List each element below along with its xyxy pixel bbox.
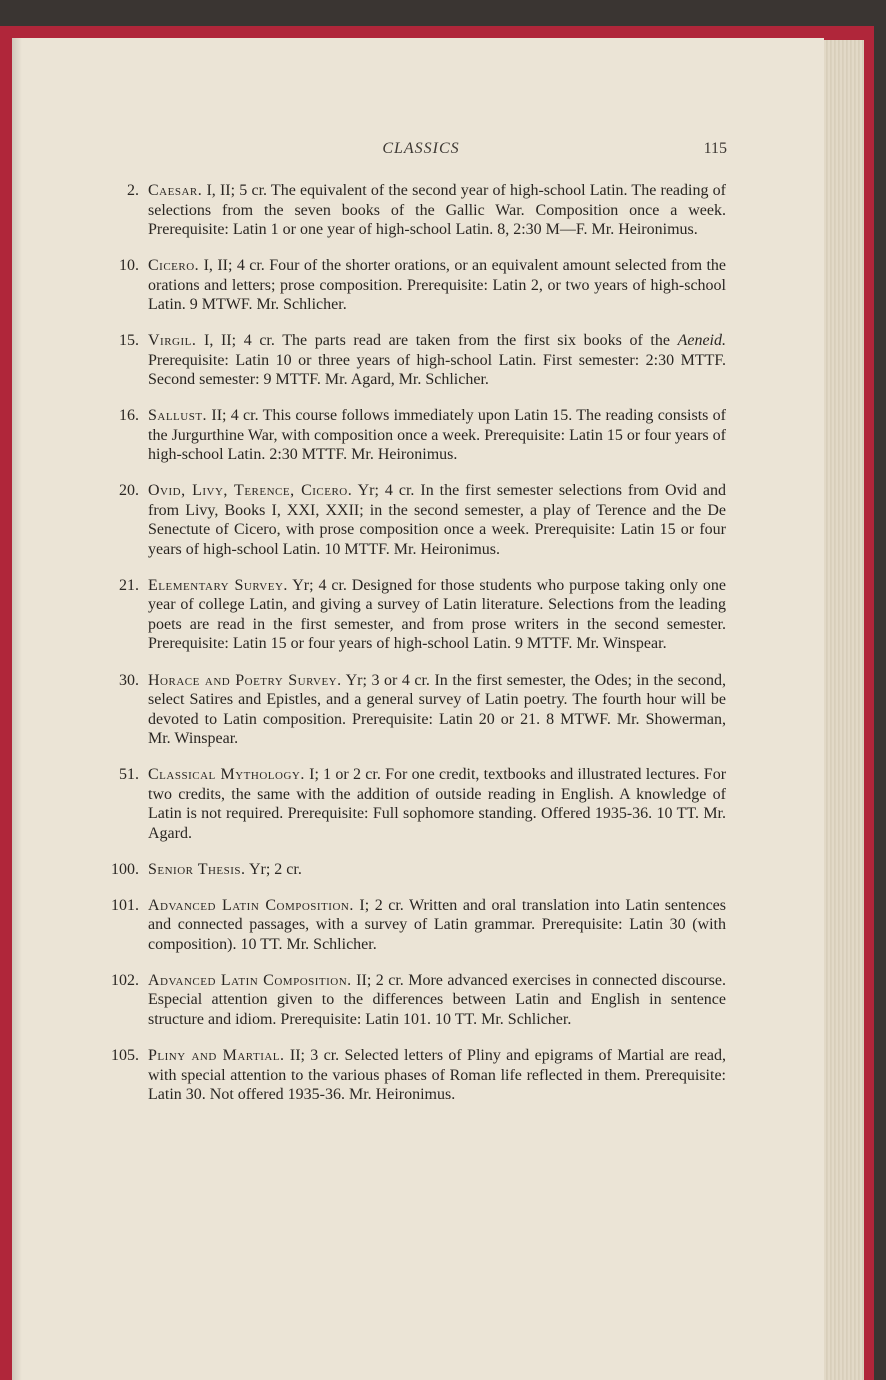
course-title: Ovid, Livy, Terence, Cicero.: [148, 482, 353, 500]
course-text: I; 1 or 2 cr. For one credit, textbooks and illustrated lectures. For two credits, the same with the addition of outside reading in English. A knowledge of Latin is not required. Prerequisite: Full sophomore standing. Offered 1935-36. 10 TT. Mr. Agard.: [148, 766, 727, 842]
course-description: [148, 860, 726, 880]
course-title: Advanced Latin Composition.: [148, 971, 352, 989]
course-entry: [100, 1046, 726, 1105]
course-description: [148, 1046, 726, 1105]
course-title: Elementary Survey.: [148, 576, 288, 594]
course-description: [148, 181, 726, 240]
course-title: Horace and Poetry Survey.: [148, 671, 342, 689]
course-entry: [100, 481, 726, 559]
course-text: I, II; 4 cr. Four of the shorter orations, or an equivalent amount selected from the orations and letters; prose composition. Prerequisite: Latin 2, or two years of high-school Latin. 9 MTWF. Mr. Schlicher.: [148, 257, 727, 314]
course-text: II; 3 cr. Selected letters of Pliny and epigrams of Martial are read, with special attention to the various phases of Roman life reflected in them. Prerequisite: Latin 30. Not offered 1935-36. Mr. Heironimus.: [148, 1047, 727, 1104]
course-text-continued: Prerequisite: Latin 10 or three years of high-school Latin. First semester: 2:30 MTTF. Second semester: 9 MTTF. Mr. Agard, Mr. Schlicher.: [148, 351, 726, 389]
course-text: Yr; 2 cr.: [248, 860, 302, 878]
course-number: 101.: [111, 896, 139, 914]
course-number: 100.: [111, 860, 139, 878]
course-title: Caesar.: [148, 182, 203, 199]
course-number: 16.: [119, 407, 139, 425]
course-entry: [100, 256, 726, 315]
course-text: I, II; 5 cr. The equivalent of the second year of high-school Latin. The reading of selections from the seven books of the Gallic War. Composition once a week. Prerequisite: Latin 1 or one year of high-school Latin. 8, 2:30 M—F. Mr. Heironimus.: [148, 182, 726, 238]
course-number: 30.: [119, 671, 139, 689]
course-description: [148, 671, 726, 749]
page-number: 115: [703, 140, 727, 157]
page-edges: [824, 40, 864, 1380]
work-title: Aeneid.: [677, 332, 726, 350]
course-text: Yr; 4 cr. Designed for those students who purpose taking only one year of college Latin, and giving a survey of Latin literature. Selections from the leading poets are read in the first semester, and from prose writers in the second semester. Prerequisite: Latin 15 or four years of high-school Latin. 9 MTTF. Mr. Winspear.: [148, 576, 727, 653]
course-title: Sallust.: [148, 407, 208, 425]
course-entry: [100, 765, 726, 843]
course-number: 21.: [119, 576, 139, 594]
course-title: Virgil.: [148, 332, 197, 350]
course-number: 15.: [119, 332, 139, 350]
course-entry: [100, 331, 726, 390]
course-description: [148, 765, 726, 843]
course-entry: [100, 971, 726, 1030]
course-text: Yr; 4 cr. In the first semester selections from Ovid and from Livy, Books I, XXI, XXII; in the second semester, a play of Terence and the De Senectute of Cicero, with prose composition once a week. Prerequisite: Latin 15 or four years of high-school Latin. 10 MTTF. Mr. Heironimus.: [148, 482, 727, 558]
course-text: II; 4 cr. This course follows immediately upon Latin 15. The reading consists of the Jurgurthine War, with composition once a week. Prerequisite: Latin 15 or four years of high-school Latin. 2:30 MTTF. Mr. Heironimus.: [148, 407, 726, 464]
course-number: 102.: [111, 971, 139, 989]
course-title: Classical Mythology.: [148, 766, 305, 784]
course-list: [100, 181, 726, 1121]
course-entry: [100, 671, 726, 749]
course-description: [148, 896, 726, 955]
course-number: 2.: [127, 182, 139, 199]
course-number: 20.: [119, 482, 139, 500]
course-number: 10.: [119, 257, 139, 275]
course-description: [148, 971, 726, 1030]
course-entry: [100, 896, 726, 955]
course-text: I; 2 cr. Written and oral translation into Latin sentences and connected passages, with a survey of Latin grammar. Prerequisite: Latin 30 (with composition). 10 TT. Mr. Schlicher.: [148, 896, 727, 953]
course-title: Advanced Latin Composition.: [148, 896, 354, 914]
course-text: II; 2 cr. More advanced exercises in connected discourse. Especial attention given to the differences between Latin and English in sentence structure and idiom. Prerequisite: Latin 101. 10 TT. Mr. Schlicher.: [148, 971, 727, 1028]
course-entry: [100, 576, 726, 654]
course-entry: [100, 406, 726, 465]
course-entry: [100, 181, 726, 240]
course-entry: [100, 860, 726, 880]
course-text: Yr; 3 or 4 cr. In the first semester, the Odes; in the second, select Satires and Epistles, and a general survey of Latin poetry. The fourth hour will be devoted to Latin composition. Prerequisite: Latin 20 or 21. 8 MTWF. Mr. Showerman, Mr. Winspear.: [148, 671, 727, 748]
course-description: [148, 481, 726, 559]
page-header: [115, 140, 727, 164]
course-title: Senior Thesis.: [148, 860, 246, 878]
course-description: [148, 576, 726, 654]
running-head: CLASSICS: [382, 140, 460, 157]
course-text: I, II; 4 cr. The parts read are taken from the first six books of the: [204, 332, 670, 350]
course-number: 51.: [119, 766, 139, 784]
page-gutter-shadow: [12, 38, 22, 1380]
course-description: [148, 256, 726, 315]
course-title: Pliny and Martial.: [148, 1047, 285, 1065]
course-description: [148, 331, 726, 390]
course-number: 105.: [111, 1047, 139, 1065]
course-description: [148, 406, 726, 465]
course-title: Cicero.: [148, 257, 200, 275]
